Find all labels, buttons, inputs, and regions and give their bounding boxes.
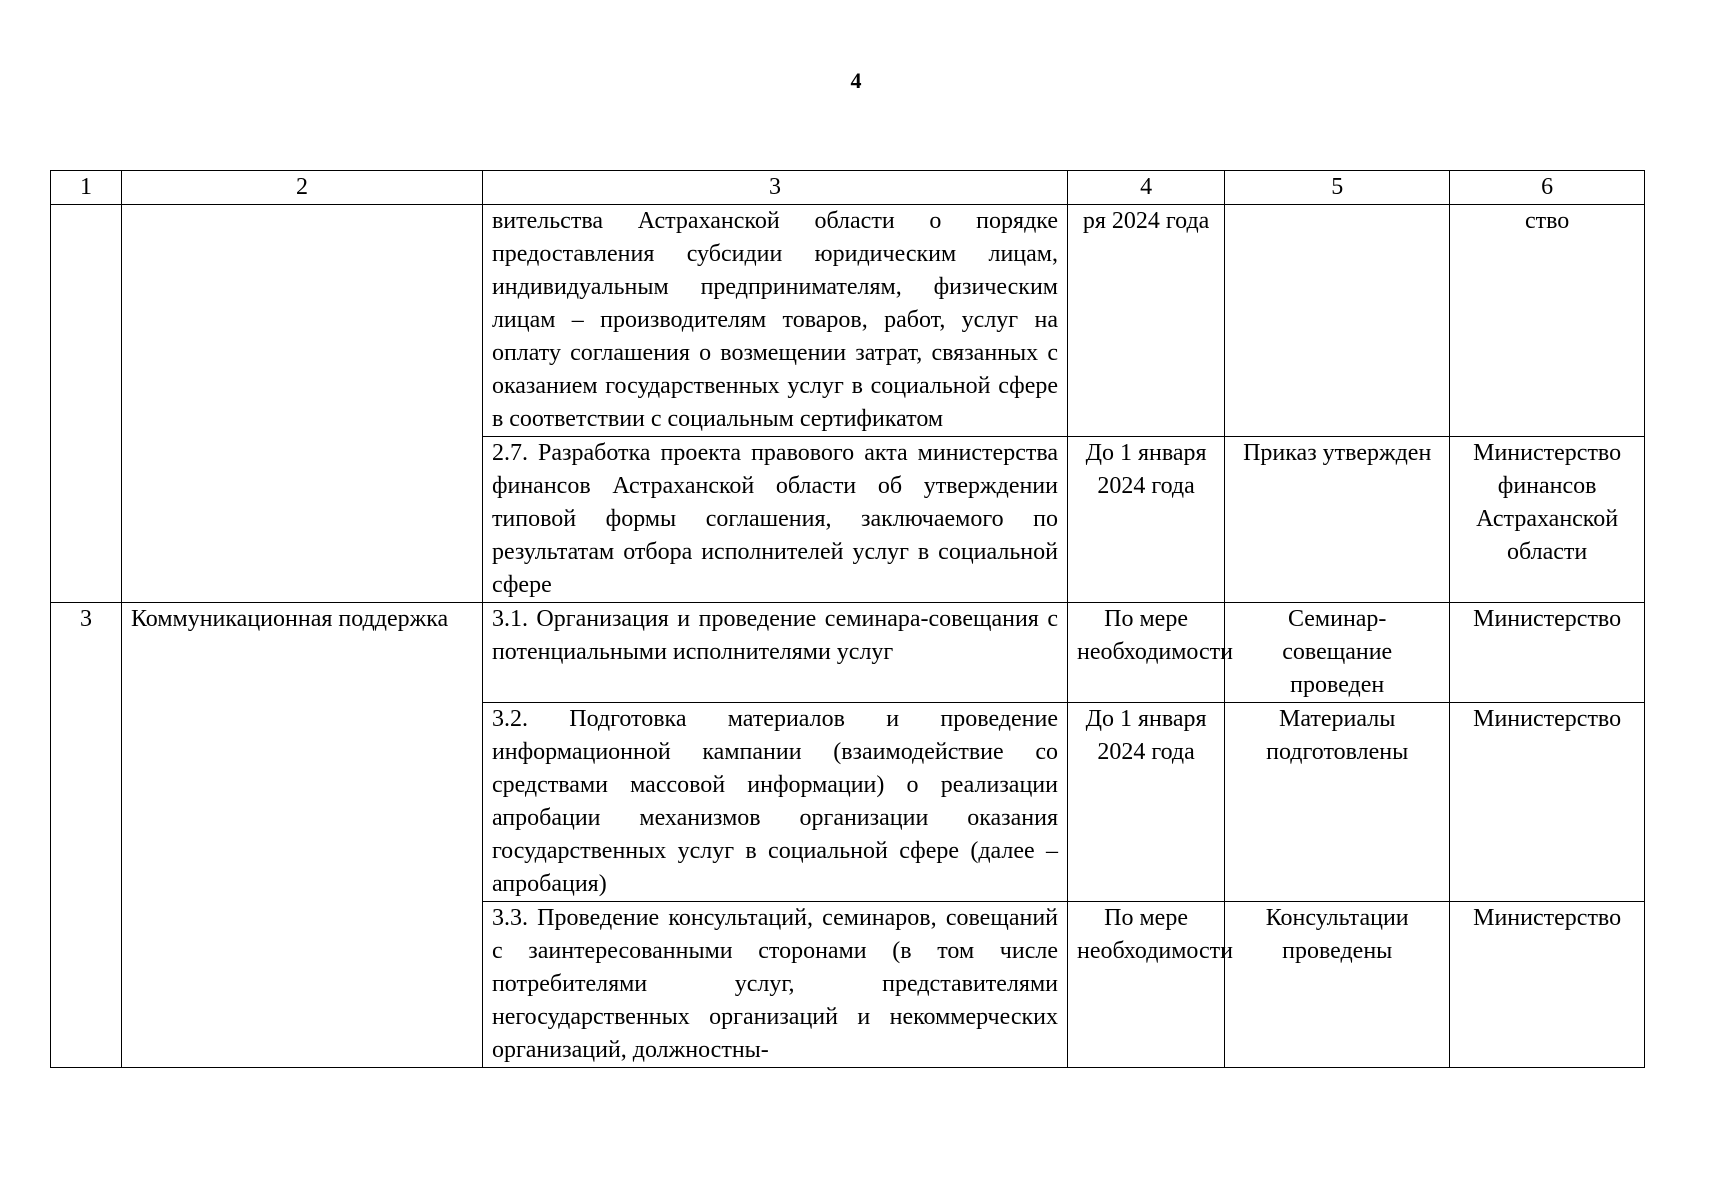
responsible-cell: Министерство [1450,703,1645,902]
page-number: 4 [850,68,862,93]
deadline-cell: До 1 января 2024 года [1068,437,1225,603]
activity-cell: 3.1. Организация и проведение семинара-совещания с потенциальными исполнителями услуг [482,603,1067,703]
column-header-6: 6 [1450,171,1645,205]
section-name-cell: Коммуникационная поддержка [121,603,482,1068]
result-cell: Консультации проведены [1225,902,1450,1068]
result-cell [1225,205,1450,437]
column-header-5: 5 [1225,171,1450,205]
table-row [51,205,1645,437]
deadline-cell: До 1 января 2024 года [1068,703,1225,902]
table-row [51,603,1645,703]
column-header-1: 1 [51,171,122,205]
activity-cell: 3.3. Проведение консультаций, семинаров, совещаний с заинтересованными сторонами (в том числе потребителями услуг, представителями негосударственных организаций и некоммерческих организаций, должностны- [482,902,1067,1068]
section-name-cell [121,205,482,603]
plan-table [50,170,1645,1068]
activity-cell: вительства Астраханской области о порядке предоставления субсидии юридическим лицам, индивидуальным предпринимателям, физическим лицам – производителям товаров, работ, услуг на оплату соглашения о возмещении затрат, связанных с оказанием государственных услуг в социальной сфере в соответствии с социальным сертификатом [482,205,1067,437]
deadline-cell: По мере необходимости [1068,902,1225,1068]
result-cell: Приказ утвержден [1225,437,1450,603]
column-header-2: 2 [121,171,482,205]
result-cell: Семинар-совещание проведен [1225,603,1450,703]
activity-cell: 2.7. Разработка проекта правового акта министерства финансов Астраханской области об утверждении типовой формы соглашения, заключаемого по результатам отбора исполнителей услуг в социальной сфере [482,437,1067,603]
responsible-cell: Министерство финансов Астраханской области [1450,437,1645,603]
column-header-3: 3 [482,171,1067,205]
deadline-cell: ря 2024 года [1068,205,1225,437]
row-number-cell: 3 [51,603,122,1068]
column-header-4: 4 [1068,171,1225,205]
activity-cell: 3.2. Подготовка материалов и проведение информационной кампании (взаимодействие со средствами массовой информации) о реализации апробации механизмов организации оказания государственных услуг в социальной сфере (далее – апробация) [482,703,1067,902]
deadline-cell: По мере необходимости [1068,603,1225,703]
responsible-cell: Министерство [1450,902,1645,1068]
responsible-cell: Министерство [1450,603,1645,703]
row-number-cell [51,205,122,603]
table-header-row [51,171,1645,205]
result-cell: Материалы подготовлены [1225,703,1450,902]
responsible-cell: ство [1450,205,1645,437]
